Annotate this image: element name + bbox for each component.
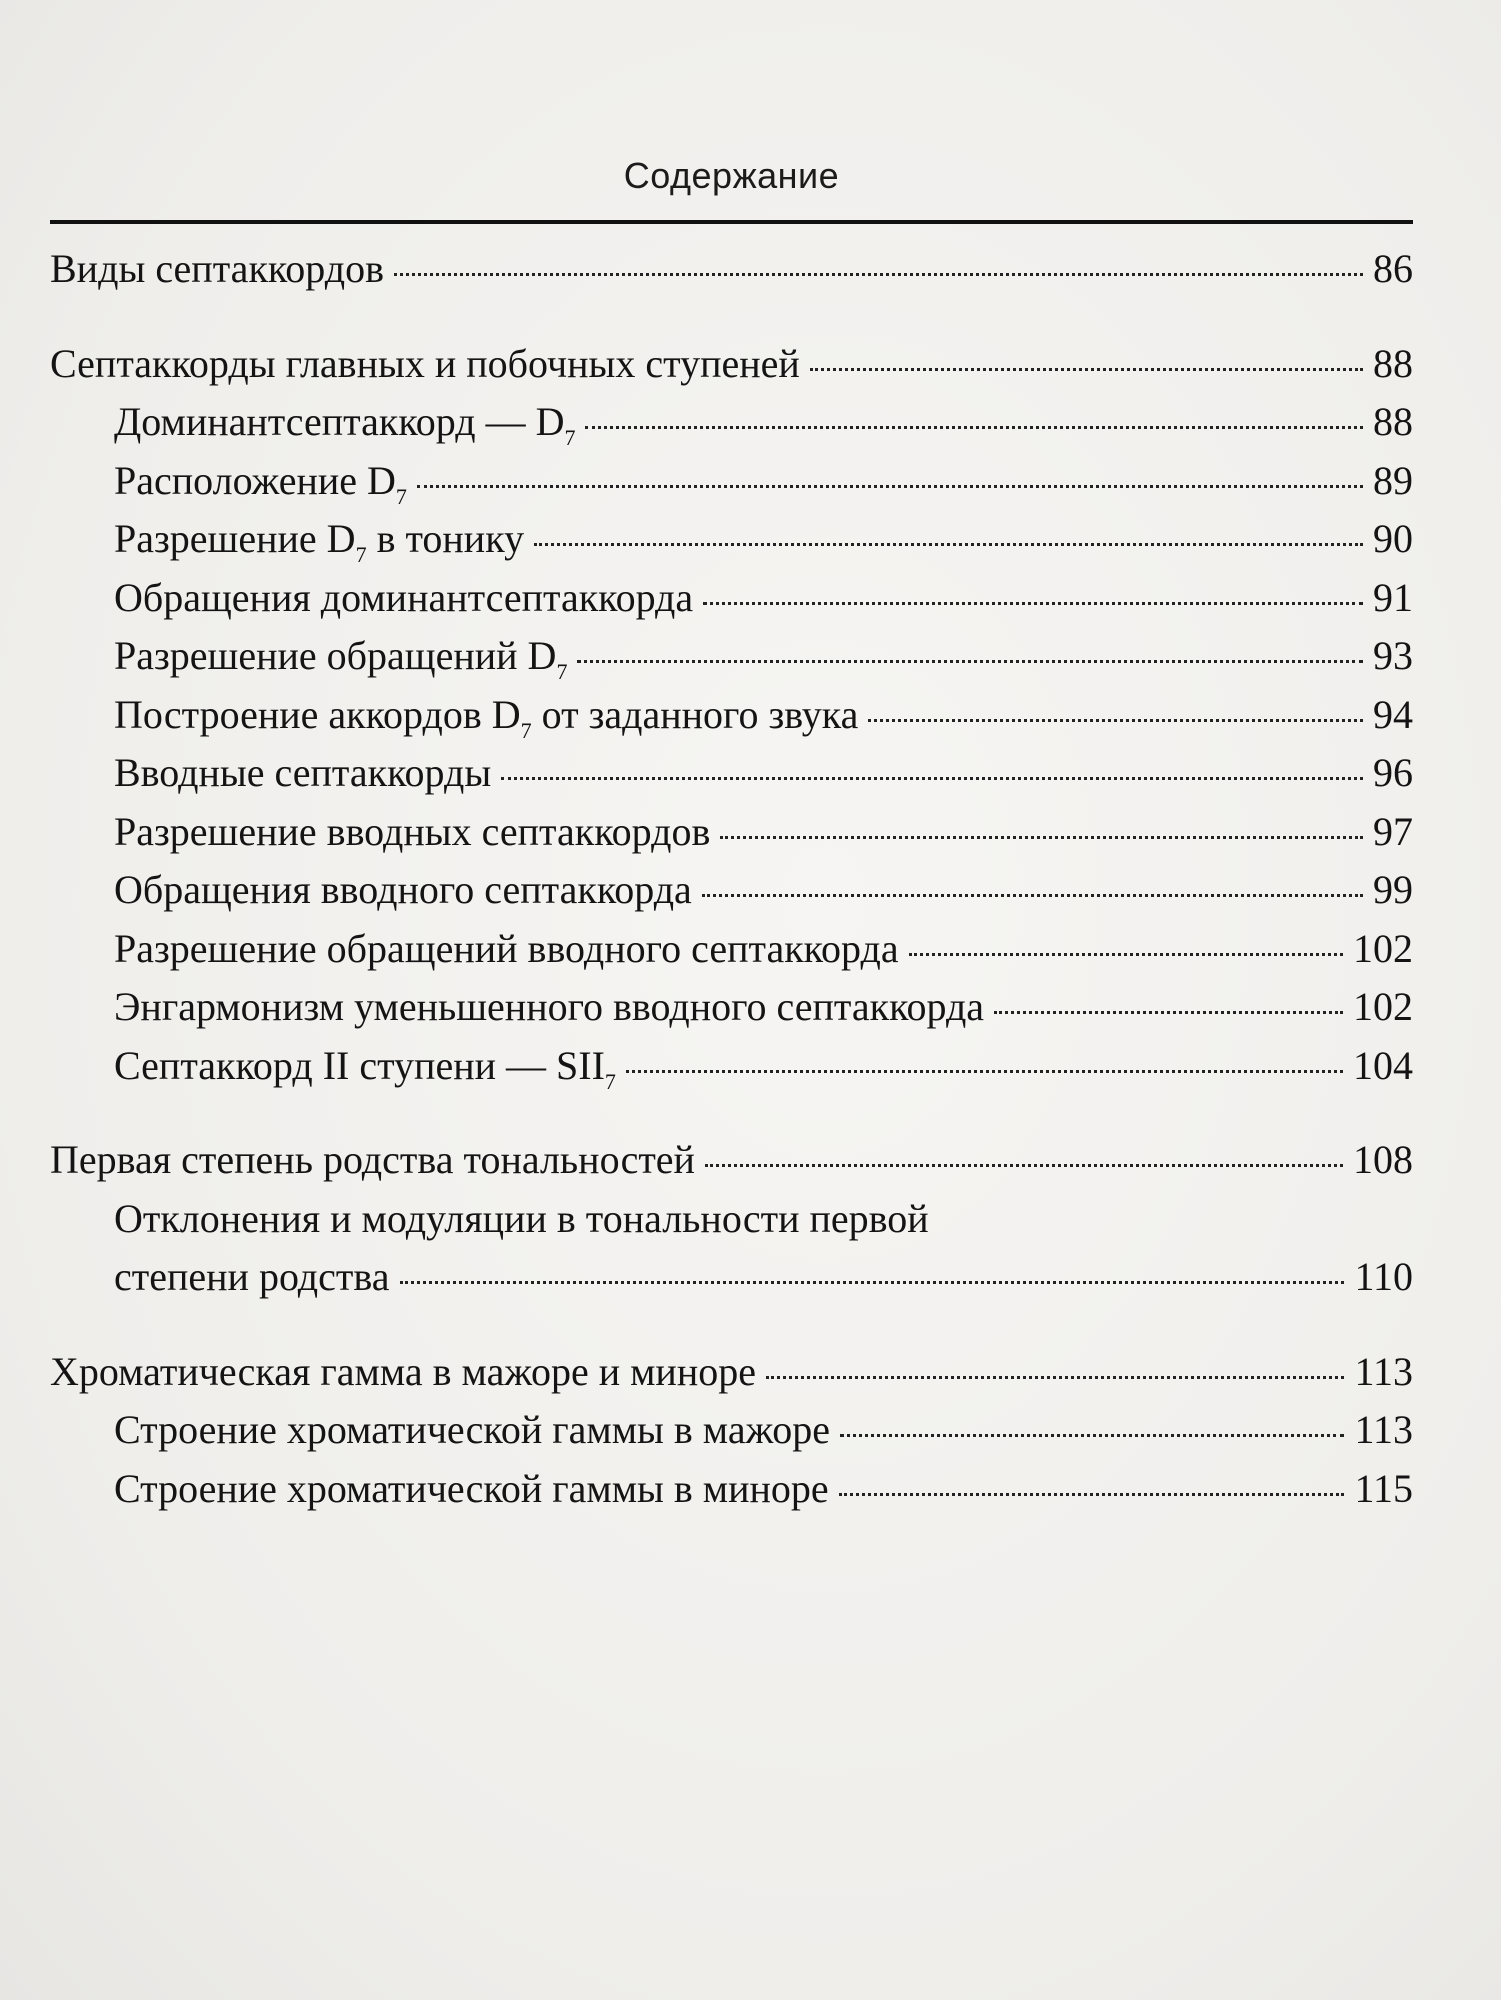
- toc-subentry-page: 91: [1373, 574, 1413, 620]
- toc-subentry-title: Строение хроматической гаммы в миноре: [114, 1465, 829, 1511]
- dot-leader: [909, 953, 1343, 956]
- toc-subentry[interactable]: [50, 1401, 1413, 1460]
- dot-leader: [705, 1164, 1343, 1167]
- toc-group-1: [50, 240, 1413, 299]
- toc-subentry[interactable]: [50, 861, 1413, 920]
- toc-subentry-title: Разрешение обращений $D_7$: [114, 633, 568, 684]
- dot-leader: [534, 543, 1363, 546]
- toc-subentry-page: 102: [1353, 984, 1413, 1029]
- dot-leader: [994, 1011, 1343, 1014]
- toc-entry-title: Виды септаккордов: [50, 246, 384, 291]
- toc-group-4: [50, 1343, 1413, 1519]
- toc-subentry[interactable]: [50, 393, 1413, 452]
- toc-entry-title: Хроматическая гамма в мажоре и миноре: [50, 1348, 756, 1394]
- toc-subentry-title-line1: Отклонения и модуляции в тональности первой: [114, 1195, 929, 1241]
- toc-subentry[interactable]: [50, 744, 1413, 803]
- toc-subentry-title: Обращения доминантсептаккорда: [114, 574, 694, 620]
- toc-subentry[interactable]: [50, 803, 1413, 862]
- toc-subentry[interactable]: [50, 686, 1413, 745]
- toc-entry[interactable]: [50, 1343, 1413, 1402]
- toc-entry-page: 113: [1354, 1348, 1413, 1394]
- toc-subentry-title: Обращения вводного септаккорда: [114, 867, 692, 912]
- toc-subentry[interactable]: [50, 978, 1413, 1037]
- toc-subentry-title: Вводные септаккорды: [114, 750, 492, 795]
- toc-subentry-title: Доминантсептаккорд — $D_7$: [114, 399, 576, 450]
- toc-entry-page: 88: [1373, 340, 1413, 386]
- dot-leader: [626, 1070, 1343, 1073]
- toc-subentry-title: Энгармонизм уменьшенного вводного септаккорда: [114, 984, 985, 1029]
- running-head: Содержание: [623, 155, 840, 196]
- header-rule: [50, 220, 1413, 224]
- toc-subentry-title: Разрешение обращений вводного септаккорда: [114, 925, 899, 971]
- toc-subentry-page: 90: [1373, 516, 1413, 561]
- dot-leader: [703, 602, 1363, 605]
- toc-subentry-page: 96: [1373, 750, 1413, 795]
- toc-subentry[interactable]: [50, 1248, 1413, 1307]
- toc-subentry[interactable]: [50, 627, 1413, 686]
- toc-group-3: [50, 1131, 1413, 1307]
- toc-entry-title: Первая степень родства тональностей: [50, 1137, 695, 1182]
- toc-entry-title: Септаккорды главных и побочных ступеней: [50, 340, 800, 386]
- dot-leader: [810, 368, 1363, 371]
- toc-subentry-title: Септаккорд II ступени — $SII_7$: [114, 1042, 616, 1094]
- toc-subentry-page: 89: [1373, 457, 1413, 503]
- toc-subentry-page: 99: [1373, 867, 1413, 912]
- toc-subentry-page: 115: [1354, 1465, 1413, 1511]
- dot-leader: [577, 660, 1363, 663]
- toc-group-2: [50, 335, 1413, 1096]
- toc-subentry-page: 102: [1353, 925, 1413, 971]
- dot-leader: [839, 1493, 1345, 1496]
- toc-subentry-title: Расположение $D_7$: [114, 457, 407, 509]
- toc-subentry-title: Разрешение вводных септаккордов: [114, 808, 711, 854]
- dot-leader: [766, 1376, 1344, 1379]
- dot-leader: [394, 273, 1363, 276]
- dot-leader: [702, 894, 1363, 897]
- toc-subentry-title: Построение аккордов $D_7$ от заданного звука: [114, 691, 859, 743]
- table-of-contents: [50, 240, 1413, 1518]
- toc-subentry[interactable]: [50, 1460, 1413, 1519]
- toc-subentry-page: 88: [1373, 399, 1413, 444]
- toc-entry-page: 108: [1353, 1137, 1413, 1182]
- toc-subentry-page: 93: [1373, 633, 1413, 678]
- toc-entry[interactable]: [50, 335, 1413, 394]
- dot-leader: [400, 1281, 1345, 1284]
- toc-subentry-page: 104: [1353, 1042, 1413, 1088]
- dot-leader: [501, 777, 1363, 780]
- toc-subentry[interactable]: [50, 1037, 1413, 1096]
- toc-subentry-title-line2: степени родства: [114, 1254, 390, 1299]
- toc-subentry-page: 94: [1373, 691, 1413, 737]
- toc-subentry-title: Строение хроматической гаммы в мажоре: [114, 1407, 830, 1452]
- dot-leader: [840, 1434, 1345, 1437]
- toc-subentry[interactable]: [50, 569, 1413, 628]
- toc-subentry-title: Разрешение $D_7$ в тонику: [114, 516, 525, 567]
- toc-subentry-page: 113: [1354, 1407, 1413, 1452]
- toc-subentry[interactable]: [50, 452, 1413, 511]
- dot-leader: [868, 719, 1363, 722]
- toc-entry[interactable]: [50, 240, 1413, 299]
- toc-subentry[interactable]: [50, 920, 1413, 979]
- toc-subentry[interactable]: [50, 510, 1413, 569]
- toc-subentry-page: 110: [1354, 1254, 1413, 1299]
- toc-entry-page: 86: [1373, 246, 1413, 291]
- dot-leader: [417, 485, 1363, 488]
- dot-leader: [720, 836, 1363, 839]
- toc-subentry-page: 97: [1373, 808, 1413, 854]
- toc-entry[interactable]: [50, 1131, 1413, 1190]
- dot-leader: [585, 426, 1363, 429]
